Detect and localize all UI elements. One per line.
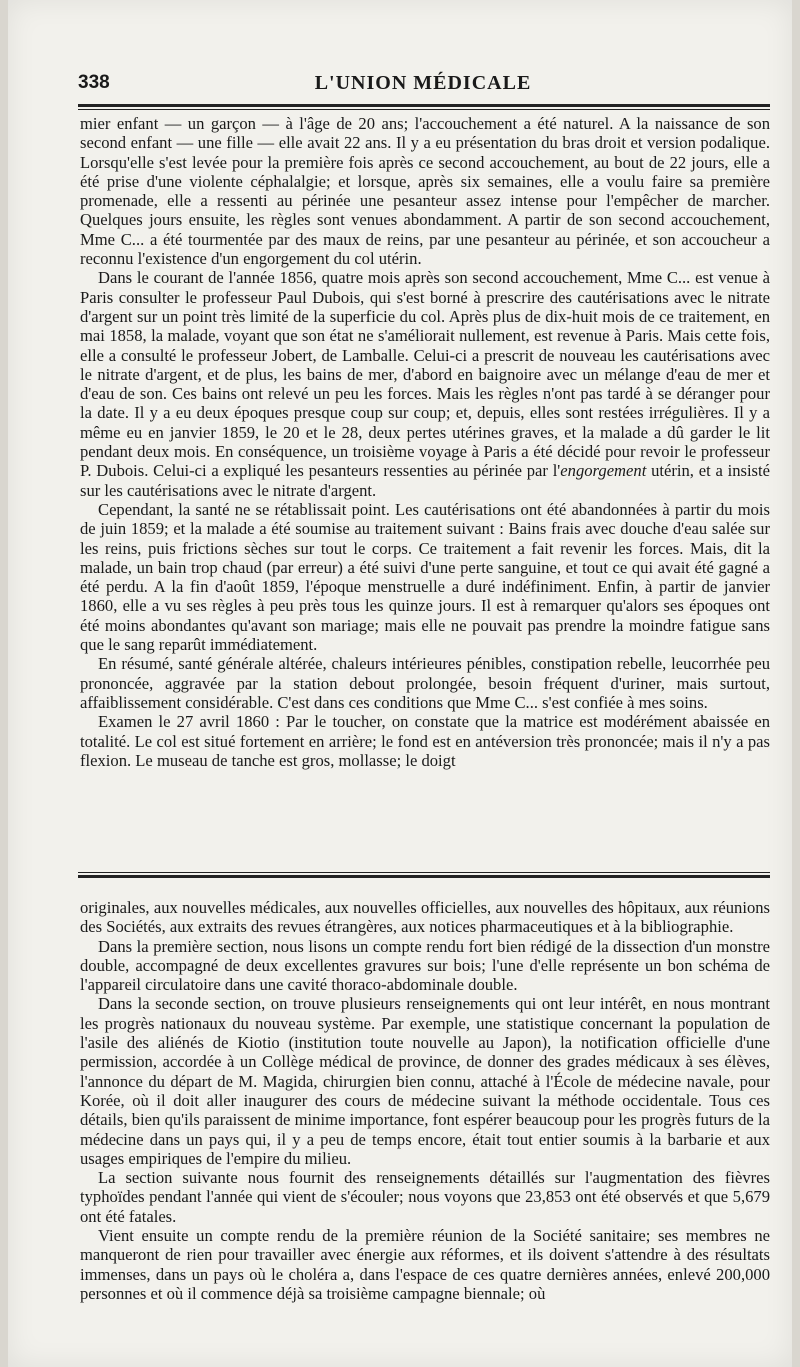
paragraph: Dans la seconde section, on trouve plusieurs renseignements qui ont leur intérêt, en nous montrant les progrès nationaux du nouveau système. Par exemple, une statistique concernant la population de l'asile des aliénés de Kiotio (institution toute nouvelle au Japon), la notification officielle d'une permission, accordée à un Collège médical de province, de donner des grades médicaux à ses élèves, l'annonce du départ de M. Magida, chirurgien bien connu, attaché à l'École de médecine navale, pour Korée, où il doit aller inaugurer des cours de médecine suivant la méthode occidentale. Tous ces détails, bien qu'ils paraissent de minime importance, font espérer beaucoup pour les progrès futurs de la médecine dans un pays qui, il y a peu de temps encore, était tout entier soumis à la barbarie et aux usages empiriques de l'empire du milieu. — [80, 994, 770, 1168]
article-upper-column — [80, 114, 770, 770]
paragraph: En résumé, santé générale altérée, chaleurs intérieures pénibles, constipation rebelle, leucorrhée peu prononcée, aggravée par la station debout prolongée, besoin fréquent d'uriner, mais surtout, affaiblissement considérable. C'est dans ces conditions que Mme C... s'est confiée à mes soins. — [80, 654, 770, 712]
running-head: L'UNION MÉDICALE — [314, 72, 532, 94]
document-page — [8, 0, 792, 1367]
paragraph-text: Dans le courant de l'année 1856, quatre mois après son second accouchement, Mme C... est venue à Paris consulter le professeur Paul Dubois, qui s'est borné à prescrire des cautérisations avec le nitrate d'argent sur un point très limité de la superficie du col. Après plus de dix-huit mois de ce traitement, en mai 1858, la malade, voyant que son état ne s'améliorait nullement, est revenue à Paris. Mais cette fois, elle a consulté le professeur Jobert, de Lamballe. Celui-ci a prescrit de nouveau les cautérisations avec le nitrate d'argent, et de plus, les bains de mer, d'abord en baignoire avec un mélange d'eau de mer et d'eau de son. Ces bains ont relevé un peu les forces. Mais les règles n'ont pas tardé à se déranger pour la date. Il y a eu deux époques presque coup sur coup; et, depuis, elles sont restées irrégulières. Il y a même eu en janvier 1859, le 20 et le 28, deux pertes utérines graves, et la malade a dû garder le lit pendant deux mois. En conséquence, un troisième voyage à Paris a été décidé pour revoir le professeur P. Dubois. Celui-ci a expliqué les pesanteurs ressenties au périnée par l' — [80, 268, 770, 481]
section-divider — [78, 872, 770, 878]
italic-word: engorgement — [560, 461, 647, 481]
header-rule — [78, 104, 770, 110]
paragraph-text: utérin, et a insisté sur les cautérisations avec le nitrate d'argent. — [80, 461, 770, 500]
paragraph: mier enfant — un garçon — à l'âge de 20 ans; l'accouchement a été naturel. A la naissance de son second enfant — une fille — elle avait 22 ans. Il y a eu présentation du bras droit et version podalique. Lorsqu'elle s'est levée pour la première fois après ce second accouchement, au bout de 22 jours, elle a été prise d'une violente céphalalgie; et lorsque, après six semaines, elle a voulu faire sa première promenade, elle a ressenti au périnée une pesanteur assez intense pour l'empêcher de marcher. Quelques jours ensuite, les règles sont venues abondamment. A partir de son second accouchement, Mme C... a été tourmentée par des maux de reins, par une pesanteur au périnée, et son accoucheur a reconnu l'existence d'un engorgement du col utérin. — [80, 114, 770, 269]
paragraph: originales, aux nouvelles médicales, aux nouvelles officielles, aux nouvelles des hôpitaux, aux réunions des Sociétés, aux extraits des revues étrangères, aux notices pharmaceutiques et à la bibliographie. — [80, 898, 770, 937]
paragraph: Vient ensuite un compte rendu de la première réunion de la Société sanitaire; ses membres ne manqueront de rien pour travailler avec énergie aux réformes, et ils doivent s'attendre à des résultats immenses, dans un pays où le choléra a, dans l'espace de ces quatre dernières années, enlevé 200,000 personnes et où il commence déjà sa troisième campagne biennale; où — [80, 1226, 770, 1303]
paragraph — [80, 268, 770, 500]
paragraph: Examen le 27 avril 1860 : Par le toucher, on constate que la matrice est modérément abaissée en totalité. Le col est situé fortement en arrière; le fond est en antéversion très prononcée; mais il n'y a pas flexion. Le museau de tanche est gros, mollasse; le doigt — [80, 712, 770, 770]
paragraph: La section suivante nous fournit des renseignements détaillés sur l'augmentation des fièvres typhoïdes pendant l'année qui vient de s'écouler; nous voyons que 23,853 ont été observés et que 5,679 ont été fatales. — [80, 1168, 770, 1226]
paragraph: Dans la première section, nous lisons un compte rendu fort bien rédigé de la dissection d'un monstre double, accompagné de deux excellentes gravures sur bois; l'une d'elle représente un bon schéma de l'appareil circulatoire dans une cavité thoraco-abdominale double. — [80, 936, 770, 995]
page-number: 338 — [78, 72, 110, 93]
paragraph: Cependant, la santé ne se rétablissait point. Les cautérisations ont été abandonnées à partir du mois de juin 1859; et la malade a été soumise au traitement suivant : Bains frais avec douche d'eau salée sur les reins, puis frictions sèches sur tout le corps. Ce traitement a fait revenir les forces. Mais, dit la malade, un bain trop chaud (par erreur) a été suivi d'une perte sanguine, et tout ce qui avait été gagné a été perdu. A la fin d'août 1859, l'époque menstruelle a duré indéfiniment. Enfin, à partir de janvier 1860, elle a vu ses règles à peu près tous les quinze jours. Il est à remarquer qu'alors ses époques ont été moins abondantes qu'avant son mariage; mais elle ne pouvait pas prendre la moindre fatigue sans que le sang reparût immédiatement. — [80, 499, 770, 655]
page-header — [78, 72, 768, 102]
article-lower-column — [80, 898, 770, 1303]
